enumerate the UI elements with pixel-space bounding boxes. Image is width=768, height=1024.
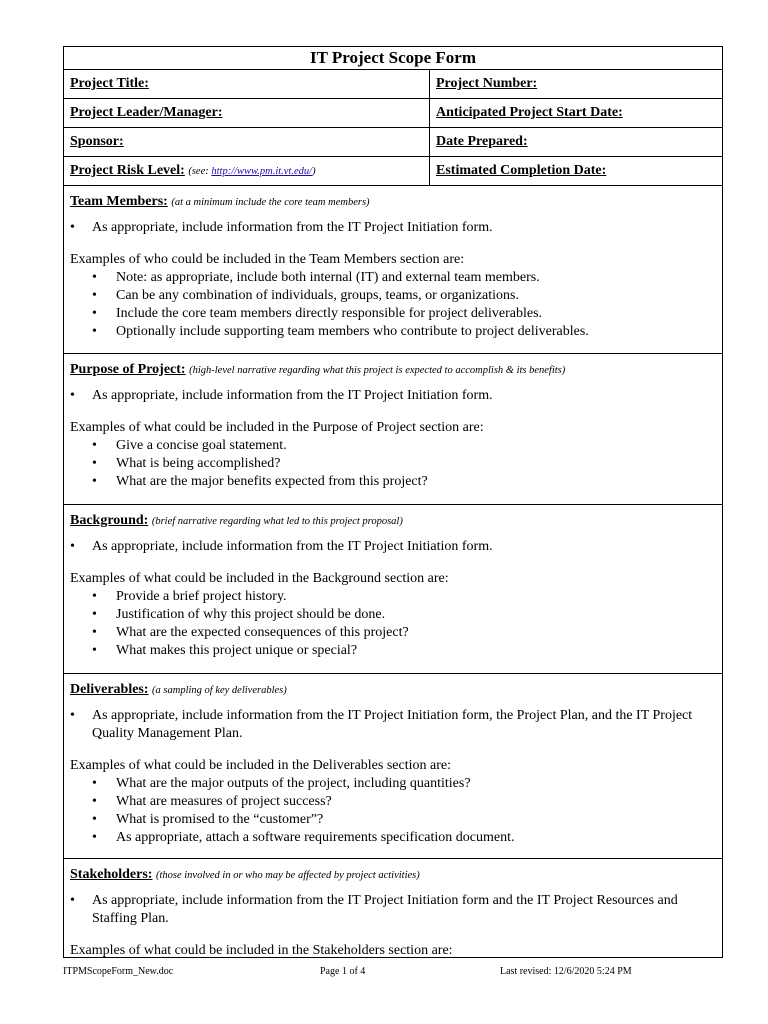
list-item: [92, 642, 716, 660]
purpose-section: [64, 354, 722, 505]
risk-level-note: [188, 166, 315, 177]
list-item: [92, 269, 716, 287]
scope-form: [63, 46, 723, 958]
list-item: [70, 707, 716, 743]
bullet-icon: •: [92, 324, 97, 339]
list-item: [92, 793, 716, 811]
bullet-icon: •: [92, 625, 97, 640]
list-item-text: As appropriate, attach a software requirements specification document.: [116, 830, 515, 845]
purpose-heading: [70, 361, 716, 380]
list-item-text: What are measures of project success?: [116, 794, 332, 809]
list-item-text: What are the major benefits expected from this project?: [116, 474, 428, 489]
list-item: [92, 437, 716, 455]
form-title: IT Project Scope Form: [64, 47, 722, 70]
bullet-text: As appropriate, include information from the IT Project Initiation form, the Project Plan, and the IT Project Quality Management Plan.: [92, 708, 693, 741]
section-heading: Stakeholders:: [70, 867, 153, 882]
list-item: [92, 811, 716, 829]
bullet-icon: •: [70, 388, 75, 403]
section-note: (high-level narrative regarding what this project is expected to accomplish & its benefits): [189, 365, 566, 376]
list-item-text: What are the major outputs of the project, including quantities?: [116, 776, 471, 791]
bullet-icon: •: [92, 288, 97, 303]
project-number-field[interactable]: Project Number:: [436, 76, 538, 91]
meta-row-4: [64, 157, 722, 186]
list-item-text: Give a concise goal statement.: [116, 438, 287, 453]
risk-level-field[interactable]: [64, 157, 430, 185]
date-prepared-field[interactable]: Date Prepared:: [436, 134, 528, 149]
bullet-text: As appropriate, include information from the IT Project Initiation form and the IT Project Resources and Staffing Plan.: [92, 893, 678, 926]
examples-intro: Examples of what could be included in the Purpose of Project section are:: [70, 420, 484, 435]
deliverables-heading: [70, 681, 716, 700]
bullet-icon: •: [92, 474, 97, 489]
bullet-icon: •: [70, 893, 75, 908]
section-note: (at a minimum include the core team members): [171, 197, 370, 208]
risk-note-prefix: (see:: [188, 166, 212, 177]
bullet-icon: •: [92, 456, 97, 471]
meta-row-3: [64, 128, 722, 157]
list-item: [70, 892, 716, 928]
list-item: [92, 455, 716, 473]
risk-level-label: Project Risk Level:: [70, 163, 185, 178]
background-section: [64, 505, 722, 674]
bullet-icon: •: [70, 220, 75, 235]
bullet-icon: •: [92, 794, 97, 809]
team-members-heading: [70, 193, 716, 212]
list-item: [70, 538, 716, 556]
list-item: [92, 606, 716, 624]
list-item-text: What makes this project unique or special?: [116, 643, 358, 658]
section-note: (those involved in or who may be affected by project activities): [155, 870, 420, 881]
section-note: (a sampling of key deliverables): [152, 685, 287, 696]
bullet-text: As appropriate, include information from the IT Project Initiation form.: [92, 539, 493, 554]
sponsor-field[interactable]: Sponsor:: [64, 128, 430, 156]
bullet-text: As appropriate, include information from the IT Project Initiation form.: [92, 220, 493, 235]
risk-note-suffix: ): [312, 166, 316, 177]
footer-filename: ITPMScopeForm_New.doc: [63, 966, 174, 977]
bullet-icon: •: [92, 270, 97, 285]
bullet-icon: •: [92, 776, 97, 791]
page-footer: [63, 965, 721, 979]
risk-level-link[interactable]: http://www.pm.it.vt.edu/: [211, 166, 313, 177]
list-item: [92, 473, 716, 491]
bullet-icon: •: [92, 643, 97, 658]
section-heading: Team Members:: [70, 194, 168, 209]
anticipated-start-field[interactable]: Anticipated Project Start Date:: [436, 105, 623, 120]
stakeholders-section: [64, 859, 722, 957]
list-item: [70, 219, 716, 237]
meta-row-1: [64, 70, 722, 99]
completion-date-field[interactable]: Estimated Completion Date:: [436, 163, 607, 178]
bullet-icon: •: [92, 438, 97, 453]
examples-intro: Examples of what could be included in the Background section are:: [70, 571, 449, 586]
section-heading: Purpose of Project:: [70, 362, 186, 377]
list-item-text: Note: as appropriate, include both internal (IT) and external team members.: [116, 270, 540, 285]
list-item-text: Include the core team members directly responsible for project deliverables.: [116, 306, 543, 321]
list-item: [92, 305, 716, 323]
section-heading: Background:: [70, 513, 149, 528]
project-leader-field[interactable]: Project Leader/Manager:: [64, 99, 430, 127]
list-item: [70, 387, 716, 405]
list-item: [92, 588, 716, 606]
bullet-icon: •: [92, 607, 97, 622]
list-item-text: Optionally include supporting team members who contribute to project deliverables.: [116, 324, 589, 339]
team-members-section: [64, 186, 722, 354]
bullet-icon: •: [92, 589, 97, 604]
list-item: [92, 829, 716, 847]
examples-intro: Examples of what could be included in the Stakeholders section are:: [70, 943, 453, 957]
examples-intro: Examples of who could be included in the Team Members section are:: [70, 252, 465, 267]
list-item-text: What is promised to the “customer”?: [116, 812, 324, 827]
section-heading: Deliverables:: [70, 682, 149, 697]
list-item-text: Justification of why this project should be done.: [116, 607, 386, 622]
list-item-text: Can be any combination of individuals, groups, teams, or organizations.: [116, 288, 519, 303]
list-item: [92, 624, 716, 642]
list-item: [92, 287, 716, 305]
list-item-text: What is being accomplished?: [116, 456, 281, 471]
examples-intro: Examples of what could be included in the Deliverables section are:: [70, 758, 451, 773]
bullet-icon: •: [92, 306, 97, 321]
project-title-field[interactable]: Project Title:: [64, 70, 430, 98]
bullet-text: As appropriate, include information from the IT Project Initiation form.: [92, 388, 493, 403]
bullet-icon: •: [70, 539, 75, 554]
list-item-text: What are the expected consequences of this project?: [116, 625, 409, 640]
list-item-text: Provide a brief project history.: [116, 589, 287, 604]
bullet-icon: •: [92, 830, 97, 845]
bullet-icon: •: [70, 708, 75, 723]
deliverables-section: [64, 674, 722, 859]
list-item: [92, 775, 716, 793]
meta-row-2: [64, 99, 722, 128]
footer-page-number: Page 1 of 4: [320, 966, 366, 977]
bullet-icon: •: [92, 812, 97, 827]
background-heading: [70, 512, 716, 531]
stakeholders-heading: [70, 866, 716, 885]
section-note: (brief narrative regarding what led to this project proposal): [151, 516, 403, 527]
list-item: [92, 323, 716, 341]
footer-last-revised: Last revised: 12/6/2020 5:24 PM: [500, 966, 632, 977]
